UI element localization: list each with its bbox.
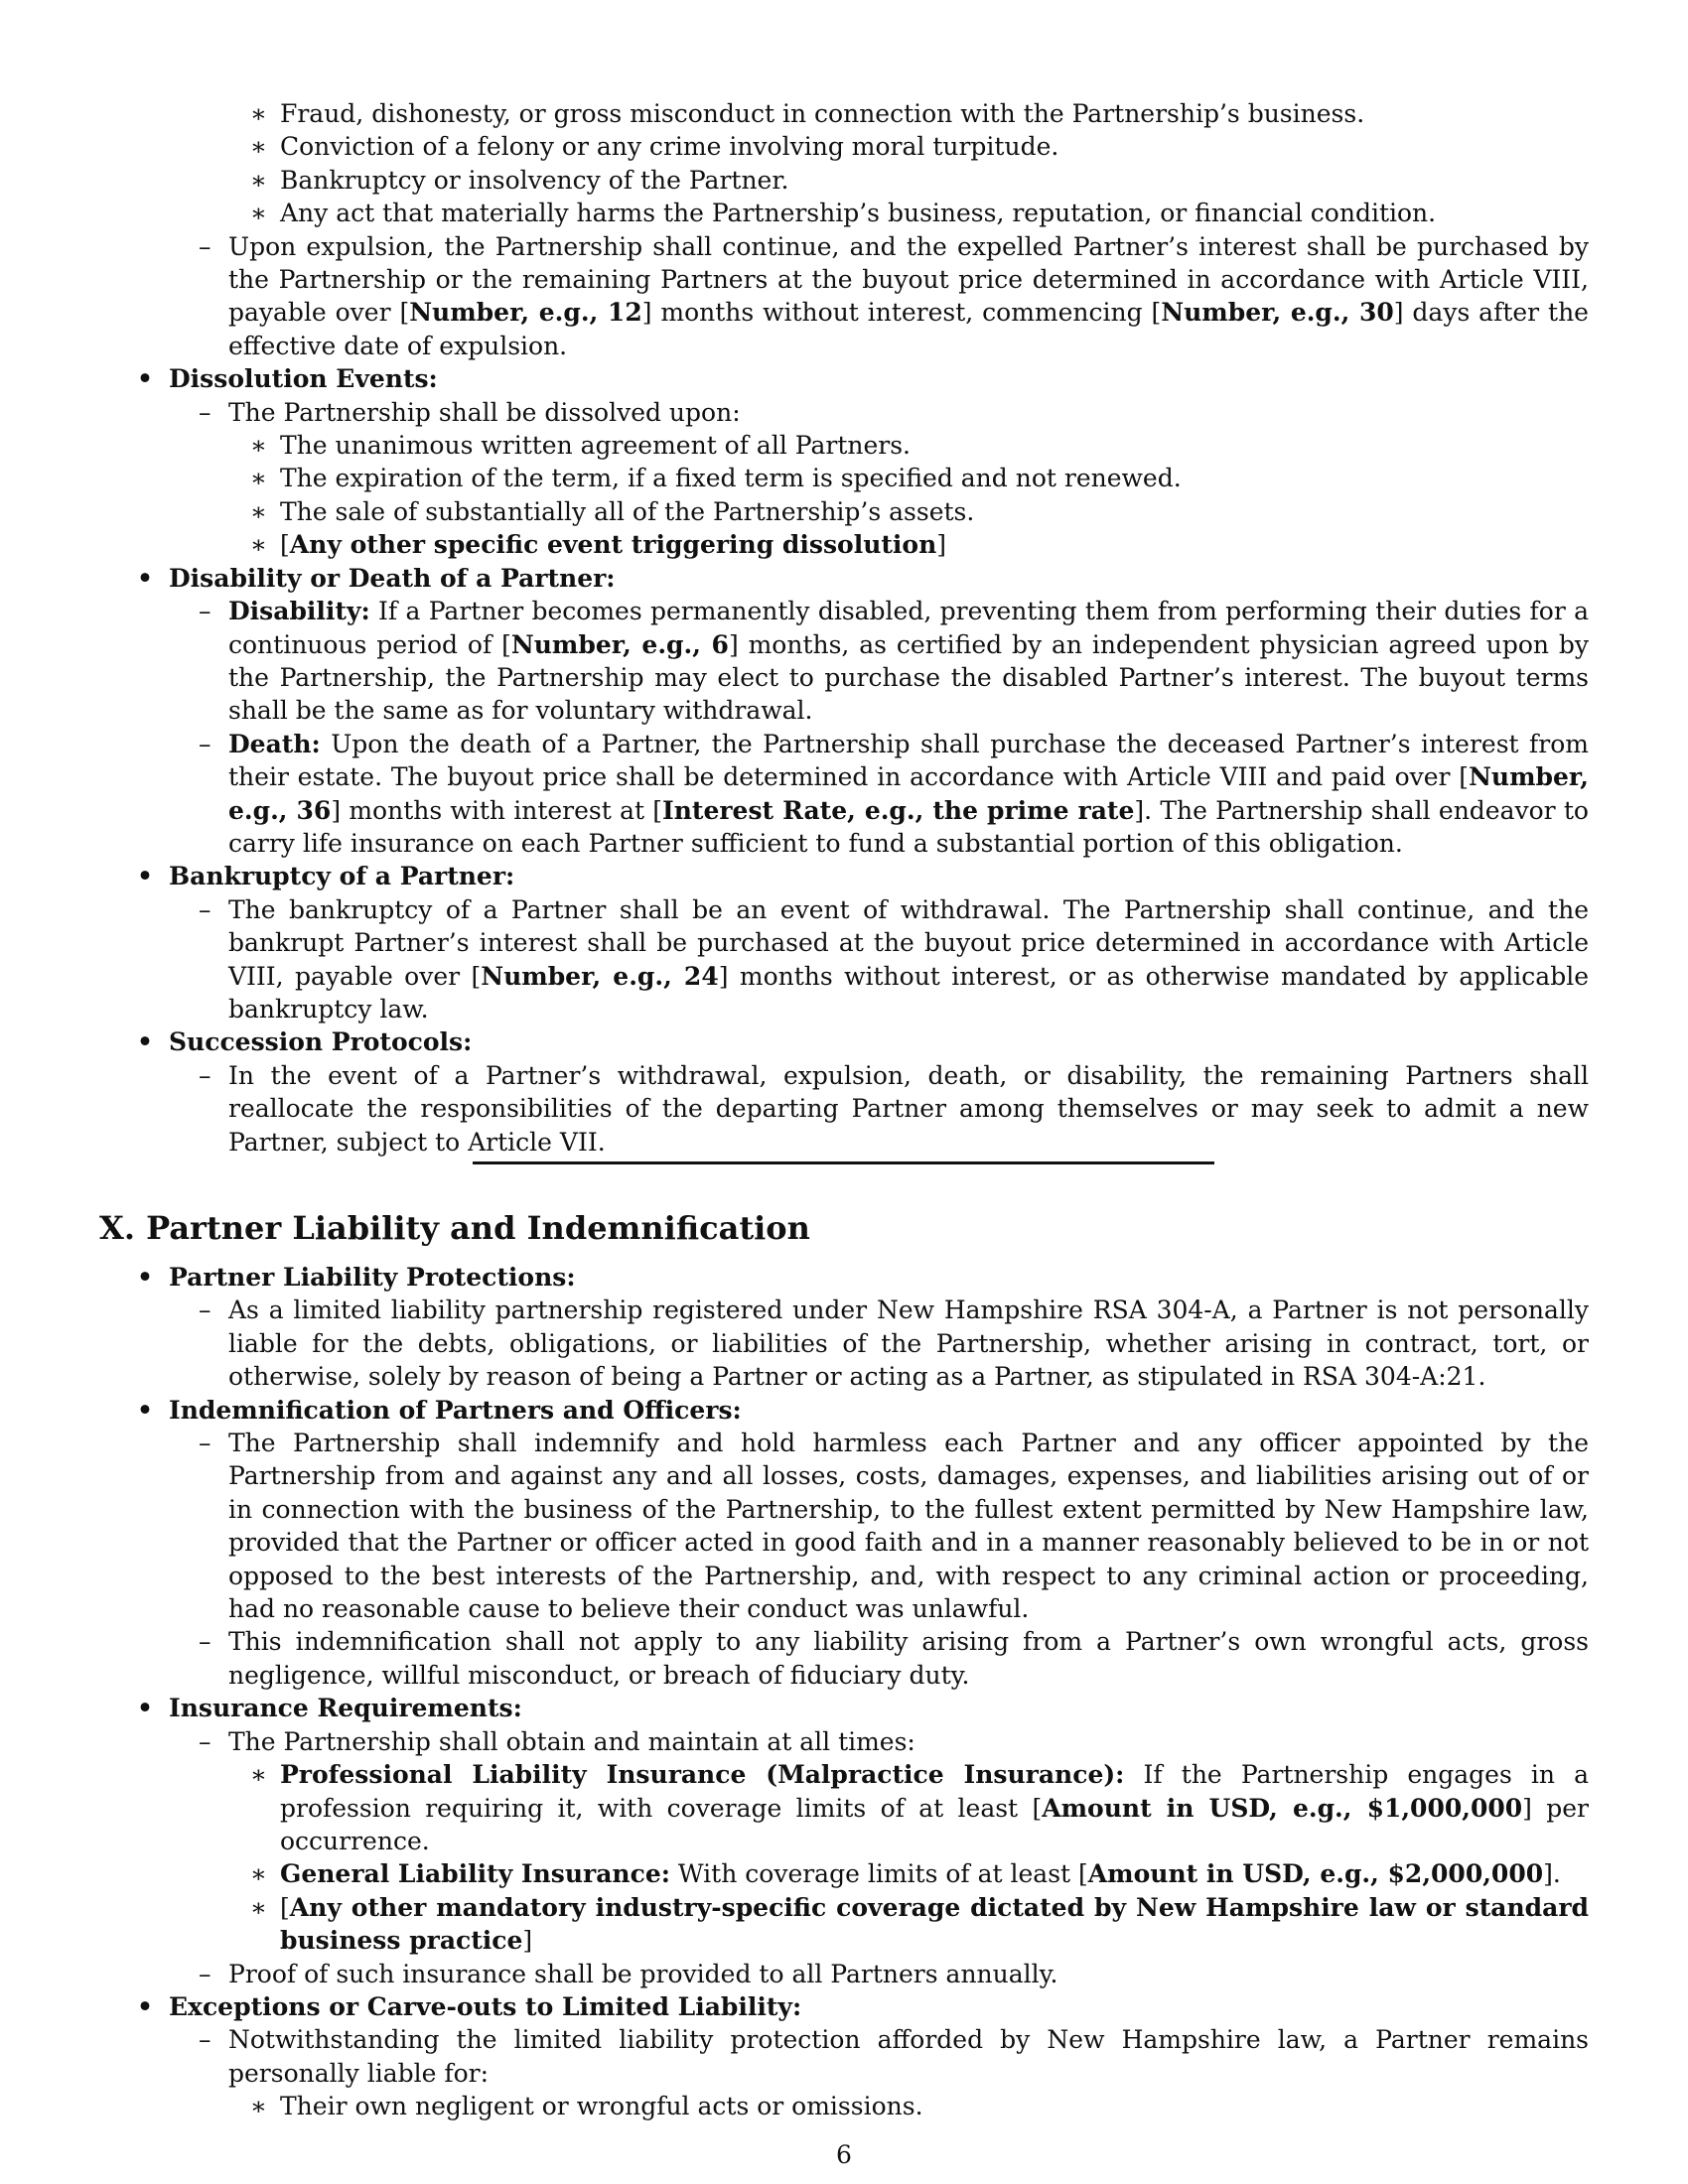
list-item: ∗ The unanimous written agreement of all Partners. xyxy=(99,429,1589,462)
asterisk-bullet: ∗ xyxy=(250,464,267,493)
dash-bullet: – xyxy=(199,231,211,261)
exceptions-clause: – Notwithstanding the limited liability protection afforded by New Hampshire law, a Partner remains personally liable for: xyxy=(199,2025,1589,2088)
succession-clause: – In the event of a Partner’s withdrawal, expulsion, death, or disability, the remaining Partners shall reallocate the responsibilities of the departing Partner among themselves or may seek to admit a new Partner, subject to Article VII. xyxy=(199,1060,1589,1157)
dash-bullet: – xyxy=(199,894,211,924)
dash-bullet: – xyxy=(199,2025,211,2055)
succession-heading: • Succession Protocols: xyxy=(99,1025,1589,1058)
other-insurance-item: ∗ [Any other mandatory industry-specific coverage dictated by New Hampshire law or standard business practice] xyxy=(250,1892,1589,1956)
indemnification-heading: • Indemnification of Partners and Officers: xyxy=(99,1394,1589,1427)
dot-bullet: • xyxy=(137,1263,153,1292)
professional-insurance-item: ∗ Professional Liability Insurance (Malpractice Insurance): If the Partnership engages in a profession requiring it, with coverage limits of at least [Amount in USD, e.g., $1,000,000] per occurrence. xyxy=(250,1760,1590,1855)
dash-bullet: – xyxy=(199,1060,211,1090)
asterisk-bullet: ∗ xyxy=(250,431,267,461)
general-insurance-item: ∗ General Liability Insurance: With coverage limits of at least [Amount in USD, e.g., $2,000,000]. xyxy=(99,1857,1589,1890)
asterisk-bullet: ∗ xyxy=(250,1892,267,1922)
section-divider xyxy=(473,1161,1214,1164)
dash-bullet: – xyxy=(199,397,211,427)
asterisk-bullet: ∗ xyxy=(250,1859,267,1889)
dot-bullet: • xyxy=(137,1694,153,1723)
protections-heading: • Partner Liability Protections: xyxy=(99,1261,1589,1294)
dot-bullet: • xyxy=(137,1991,153,2021)
insurance-heading: • Insurance Requirements: xyxy=(99,1692,1589,1724)
indemnification-clause: – The Partnership shall indemnify and hold harmless each Partner and any officer appointed by the Partnership from and against any and all losses, costs, damages, expenses, and liabilities arising out of or in connection with the business of the Partnership, to the fullest extent permitted by New Hampshire law, provided that the Partner or officer acted in good faith and in a manner reasonably believed to be in or not opposed to the best interests of the Partnership, and, with respect to any criminal action or proceeding, had no reasonable cause to believe their conduct was unlawful. xyxy=(199,1429,1589,1624)
document-body-section-x xyxy=(99,1261,1589,2123)
list-item: ∗ [Any other specific event triggering dissolution] xyxy=(99,528,1589,561)
dash-bullet: – xyxy=(199,1726,211,1756)
dot-bullet: • xyxy=(137,1027,153,1057)
dash-bullet: – xyxy=(199,1627,211,1657)
list-item: – Proof of such insurance shall be provided to all Partners annually. xyxy=(99,1958,1589,1990)
asterisk-bullet: ∗ xyxy=(250,199,267,228)
expulsion-buyout-clause: – Upon expulsion, the Partnership shall continue, and the expelled Partner’s interest shall be purchased by the Partnership or the remaining Partners at the buyout price determined in accordance with Article VIII, payable over [Number, e.g., 12] months without interest, commencing [Number, e.g., 30] days after the effective date of expulsion. xyxy=(199,231,1589,360)
section-title: X. Partner Liability and Indemnification xyxy=(99,1209,810,1247)
death-clause: – Death: Upon the death of a Partner, the Partnership shall purchase the deceased Partner’s interest from their estate. The buyout price shall be determined in accordance with Article VIII and paid over [Number, e.g., 36] months with interest at [Interest Rate, e.g., the prime rate]. The Partnership shall endeavor to carry life insurance on each Partner sufficient to fund a substantial portion of this obligation. xyxy=(199,729,1589,858)
dash-bullet: – xyxy=(199,1959,211,1988)
dash-bullet: – xyxy=(199,597,211,626)
list-item: ∗ Fraud, dishonesty, or gross misconduct in connection with the Partnership’s business. xyxy=(99,97,1589,130)
asterisk-bullet: ∗ xyxy=(250,530,267,560)
dot-bullet: • xyxy=(137,862,153,891)
list-item: – The Partnership shall obtain and maintain at all times: xyxy=(99,1725,1589,1758)
dot-bullet: • xyxy=(137,563,153,593)
asterisk-bullet: ∗ xyxy=(250,496,267,526)
page-number: 6 xyxy=(836,2140,852,2169)
list-item: ∗ Any act that materially harms the Partnership’s business, reputation, or financial condition. xyxy=(99,197,1589,229)
document-body-top xyxy=(99,97,1589,1159)
list-item: ∗ Their own negligent or wrongful acts or omissions. xyxy=(99,2090,1589,2122)
bankruptcy-clause: – The bankruptcy of a Partner shall be an event of withdrawal. The Partnership shall continue, and the bankrupt Partner’s interest shall be purchased at the buyout price determined in accordance with Article VIII, payable over [Number, e.g., 24] months without interest, or as otherwise mandated by applicable bankruptcy law. xyxy=(199,894,1589,1024)
dash-bullet: – xyxy=(199,1429,211,1458)
protections-clause: – As a limited liability partnership registered under New Hampshire RSA 304-A, a Partner is not personally liable for the debts, obligations, or liabilities of the Partnership, whether arising in contract, tort, or otherwise, solely by reason of being a Partner or acting as a Partner, as stipulated in RSA 304-A:21. xyxy=(199,1296,1589,1392)
bankruptcy-heading: • Bankruptcy of a Partner: xyxy=(99,860,1589,892)
asterisk-bullet: ∗ xyxy=(250,1760,267,1790)
asterisk-bullet: ∗ xyxy=(250,132,267,162)
dash-bullet: – xyxy=(199,729,211,758)
exceptions-heading: • Exceptions or Carve-outs to Limited Liability: xyxy=(99,1990,1589,2023)
asterisk-bullet: ∗ xyxy=(250,2092,267,2121)
dissolution-heading: • Dissolution Events: xyxy=(99,362,1589,395)
list-item: ∗ Conviction of a felony or any crime involving moral turpitude. xyxy=(99,130,1589,163)
asterisk-bullet: ∗ xyxy=(250,99,267,128)
list-item: – The Partnership shall be dissolved upon: xyxy=(99,396,1589,429)
asterisk-bullet: ∗ xyxy=(250,165,267,195)
list-item: ∗ The expiration of the term, if a fixed term is specified and not renewed. xyxy=(99,462,1589,494)
list-item: ∗ The sale of substantially all of the Partnership’s assets. xyxy=(99,495,1589,528)
dot-bullet: • xyxy=(137,1395,153,1425)
indemnification-exception-clause: – This indemnification shall not apply to any liability arising from a Partner’s own wrongful acts, gross negligence, willful misconduct, or breach of fiduciary duty. xyxy=(199,1627,1589,1690)
disability-death-heading: • Disability or Death of a Partner: xyxy=(99,562,1589,595)
dash-bullet: – xyxy=(199,1296,211,1325)
list-item: ∗ Bankruptcy or insolvency of the Partner. xyxy=(99,164,1589,197)
disability-clause: – Disability: If a Partner becomes permanently disabled, preventing them from performing their duties for a continuous period of [Number, e.g., 6] months, as certified by an independent physician agreed upon by the Partnership, the Partnership may elect to purchase the disabled Partner’s interest. The buyout terms shall be the same as for voluntary withdrawal. xyxy=(199,597,1590,726)
dot-bullet: • xyxy=(137,364,153,394)
